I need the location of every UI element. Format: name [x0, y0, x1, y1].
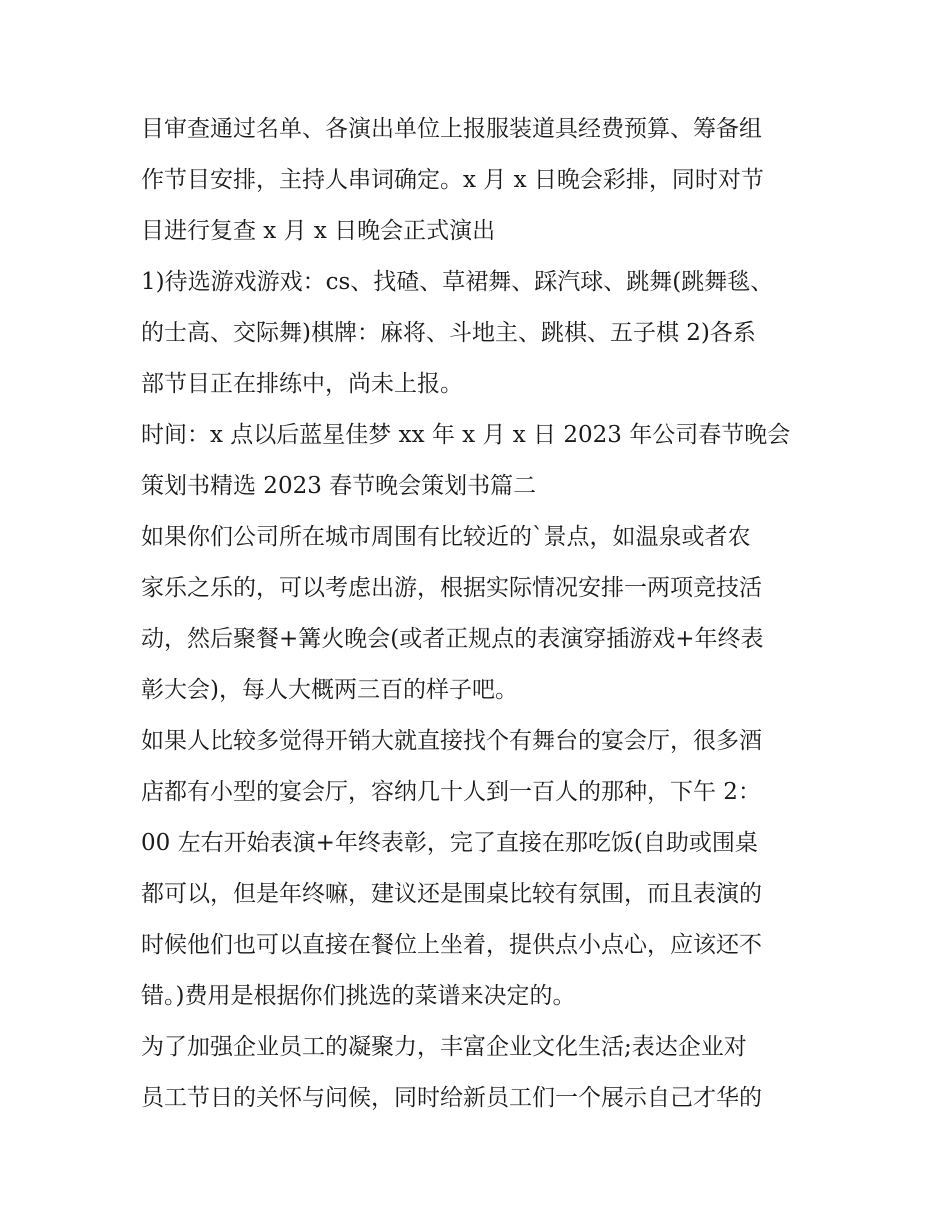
text-line: 都可以，但是年终嘛，建议还是围桌比较有氛围，而且表演的: [141, 881, 762, 907]
text-line: 动，然后聚餐+篝火晚会(或者正规点的表演穿插游戏+年终表: [141, 626, 764, 652]
text-line: 的士高、交际舞)棋牌：麻将、斗地主、跳棋、五子棋 2)各系: [141, 320, 756, 346]
text-line: 为了加强企业员工的凝聚力，丰富企业文化生活;表达企业对: [141, 1034, 747, 1060]
text-line: 如果人比较多觉得开销大就直接找个有舞台的宴会厅，很多酒: [141, 728, 762, 754]
text-line: 目进行复查 x 月 x 日晚会正式演出: [141, 218, 496, 244]
text-line: 目审查通过名单、各演出单位上报服装道具经费预算、筹备组: [141, 116, 762, 142]
text-line: 如果你们公司所在城市周围有比较近的`景点，如温泉或者农: [141, 524, 751, 550]
text-line: 1)待选游戏游戏：cs、找碴、草裙舞、踩汽球、跳舞(跳舞毯、: [141, 269, 774, 295]
text-line: 时候他们也可以直接在餐位上坐着，提供点小点心，应该还不: [141, 932, 762, 958]
text-line: 时间：x 点以后蓝星佳梦 xx 年 x 月 x 日 2023 年公司春节晚会: [141, 422, 791, 448]
text-line: 家乐之乐的，可以考虑出游，根据实际情况安排一两项竞技活: [141, 575, 762, 601]
text-line: 错。)费用是根据你们挑选的菜谱来决定的。: [141, 983, 576, 1009]
text-line: 店都有小型的宴会厅，容纳几十人到一百人的那种，下午 2：: [141, 779, 761, 805]
text-line: 部节目正在排练中，尚未上报。: [141, 371, 463, 397]
text-line: 00 左右开始表演+年终表彰，完了直接在那吃饭(自助或围桌: [141, 830, 758, 856]
text-line: 彰大会)，每人大概两三百的样子吧。: [141, 677, 518, 703]
text-line: 作节目安排，主持人串词确定。x 月 x 日晚会彩排，同时对节: [141, 167, 764, 193]
text-line: 员工节日的关怀与问候，同时给新员工们一个展示自己才华的: [141, 1085, 762, 1111]
document-body: [141, 104, 811, 1124]
text-line: 策划书精选 2023 春节晚会策划书篇二: [141, 473, 537, 499]
